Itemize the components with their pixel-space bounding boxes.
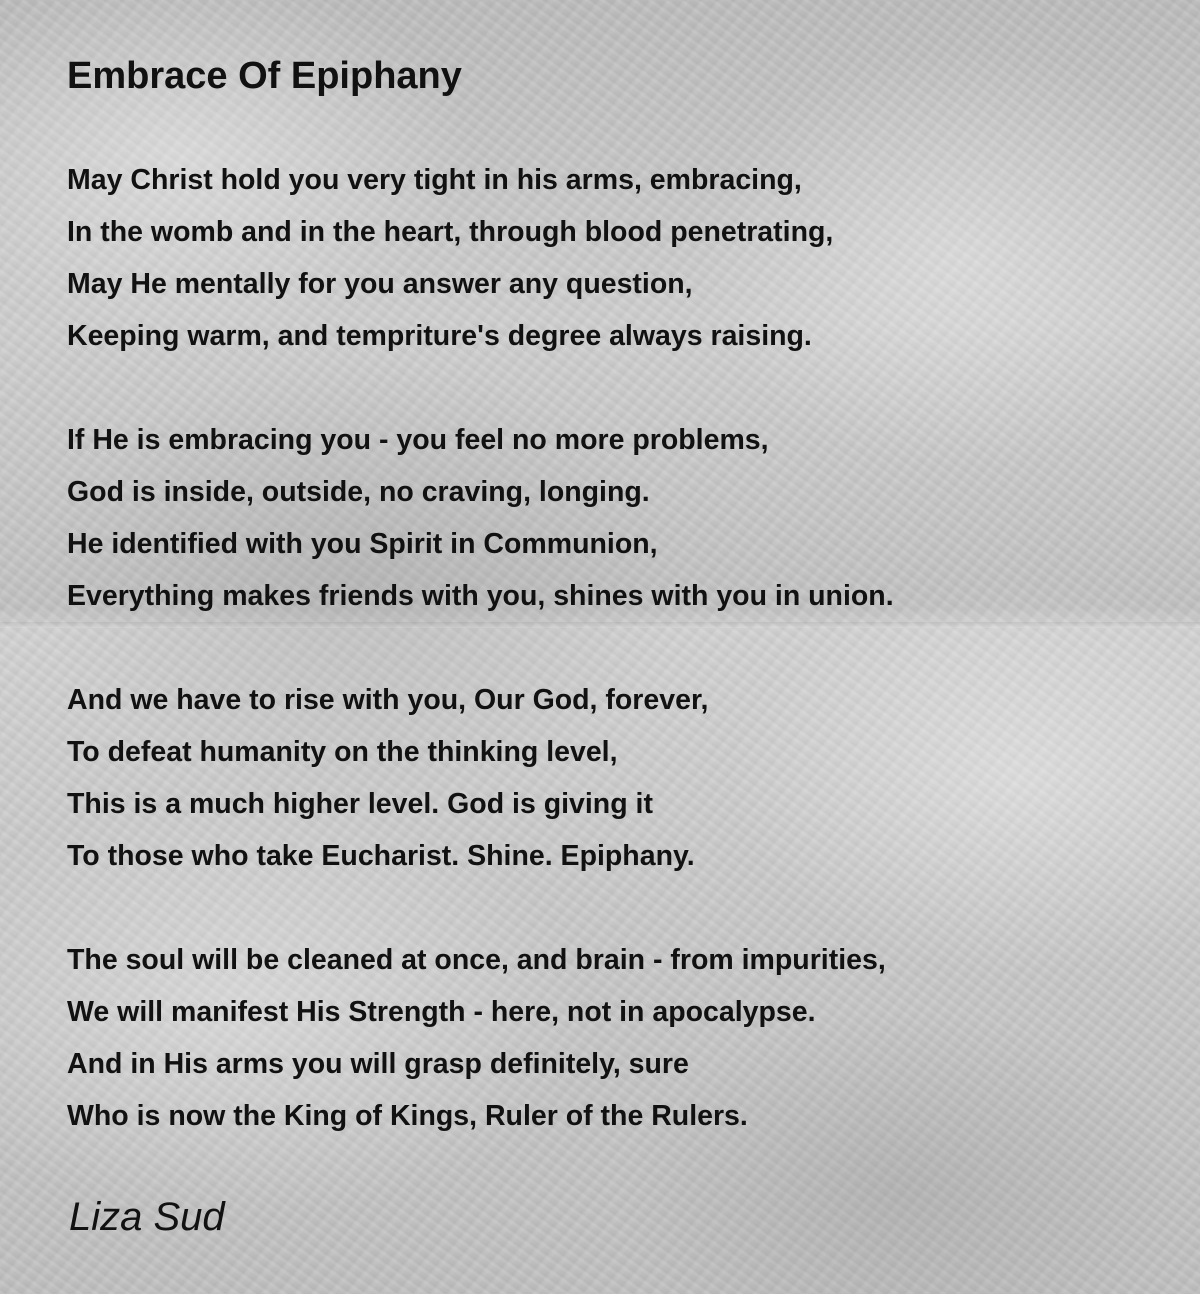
stanza-4 [67, 934, 1167, 1142]
poem-line: And in His arms you will grasp definitely, sure [67, 1048, 689, 1080]
poem-line: To those who take Eucharist. Shine. Epiphany. [67, 840, 695, 872]
poem-line: The soul will be cleaned at once, and brain - from impurities, [67, 944, 886, 976]
poem-line: We will manifest His Strength - here, not in apocalypse. [67, 996, 816, 1028]
poem-line: Keeping warm, and tempriture's degree always raising. [67, 320, 812, 352]
poem-line: In the womb and in the heart, through blood penetrating, [67, 216, 834, 248]
stanza-3 [67, 674, 1167, 882]
poem-line: He identified with you Spirit in Communion, [67, 528, 658, 560]
poem-line: Who is now the King of Kings, Ruler of the Rulers. [67, 1100, 748, 1132]
poem-line: And we have to rise with you, Our God, forever, [67, 684, 709, 716]
poem-line: To defeat humanity on the thinking level, [67, 736, 618, 768]
stanza-1 [67, 154, 1167, 362]
poem-body [67, 154, 1167, 1142]
poem-line: May He mentally for you answer any question, [67, 268, 693, 300]
poem-title: Embrace Of Epiphany [67, 55, 462, 97]
poem-author: Liza Sud [69, 1195, 225, 1239]
poem-line: Everything makes friends with you, shines with you in union. [67, 580, 894, 612]
poem-line: God is inside, outside, no craving, longing. [67, 476, 650, 508]
poem-line: If He is embracing you - you feel no more problems, [67, 424, 769, 456]
stanza-2 [67, 414, 1167, 622]
poem-line: May Christ hold you very tight in his arms, embracing, [67, 164, 802, 196]
poem-line: This is a much higher level. God is giving it [67, 788, 653, 820]
